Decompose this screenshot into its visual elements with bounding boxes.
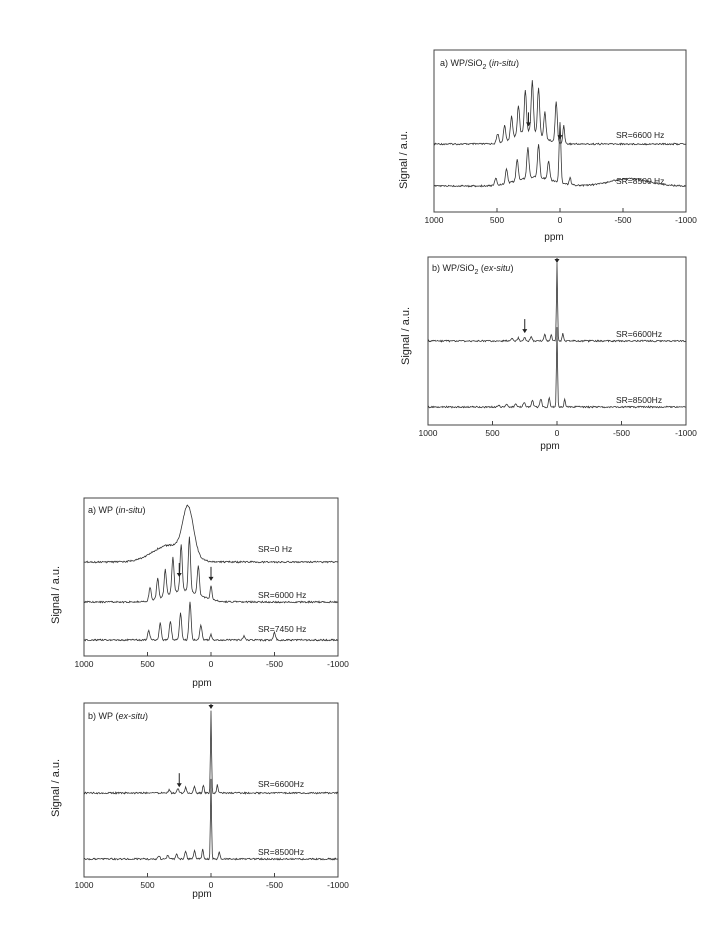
chart-title: a) WP (in-situ) (88, 505, 146, 515)
x-tick-label: -1000 (327, 880, 349, 890)
plot-area (376, 255, 686, 455)
series-label: SR=0 Hz (258, 544, 293, 554)
series-label: SR=6600Hz (258, 779, 305, 789)
series-label: SR=8500Hz (616, 395, 663, 405)
chart-title: a) WP/SiO$_2$ (in-situ) (440, 58, 519, 71)
series-label: SR=6000 Hz (258, 590, 307, 600)
peak-arrowhead (177, 573, 182, 577)
series-line (84, 602, 338, 641)
y-axis-label: Signal / a.u. (50, 758, 62, 817)
x-axis-label: ppm (192, 889, 212, 900)
series-label: SR=7450 Hz (258, 624, 307, 634)
peak-arrowhead (209, 705, 214, 709)
x-tick-label: 500 (485, 428, 500, 438)
plot-area (28, 699, 338, 909)
y-axis-label: Signal / a.u. (50, 565, 62, 624)
y-axis-label: Signal / a.u. (398, 130, 410, 189)
peak-arrowhead (522, 329, 527, 333)
x-tick-label: 0 (208, 659, 214, 669)
x-tick-label: 0 (557, 215, 563, 225)
chart-wp-in-situ (28, 494, 349, 694)
x-tick-label: -500 (265, 880, 283, 890)
x-axis-label: ppm (192, 678, 212, 689)
series-label: SR=6600Hz (616, 329, 663, 339)
series-label: SR=6600 Hz (616, 130, 665, 140)
x-tick-label: 1000 (418, 428, 438, 438)
chart-wpsio2-in-situ (376, 44, 697, 244)
x-tick-label: 1000 (74, 659, 94, 669)
series-label: SR=8500Hz (258, 847, 305, 857)
x-tick-label: 500 (140, 659, 155, 669)
peak-arrowhead (177, 783, 182, 787)
x-axis-label: ppm (544, 232, 564, 243)
chart-wpsio2-ex-situ (376, 255, 697, 455)
chart-wp-ex-situ (28, 699, 349, 909)
x-tick-label: 500 (489, 215, 505, 225)
x-axis-label: ppm (540, 441, 560, 452)
peak-arrowhead (209, 577, 214, 581)
x-tick-label: 1000 (424, 215, 444, 225)
chart-title: b) WP (ex-situ) (88, 711, 149, 721)
x-tick-label: 1000 (74, 880, 94, 890)
x-tick-label: -500 (612, 428, 630, 438)
y-axis-label: Signal / a.u. (400, 306, 412, 365)
x-tick-label: -1000 (675, 428, 697, 438)
series-label: SR=8500 Hz (616, 176, 665, 186)
x-tick-label: 0 (554, 428, 560, 438)
chart-title: b) WP/SiO$_2$ (ex-situ) (432, 263, 514, 276)
x-tick-label: -500 (265, 659, 283, 669)
x-tick-label: 500 (140, 880, 155, 890)
x-tick-label: -500 (614, 215, 632, 225)
plot-area (376, 44, 686, 244)
x-tick-label: -1000 (675, 215, 697, 225)
x-tick-label: -1000 (327, 659, 349, 669)
x-tick-label: 0 (208, 880, 214, 890)
peak-arrowhead (555, 259, 560, 263)
